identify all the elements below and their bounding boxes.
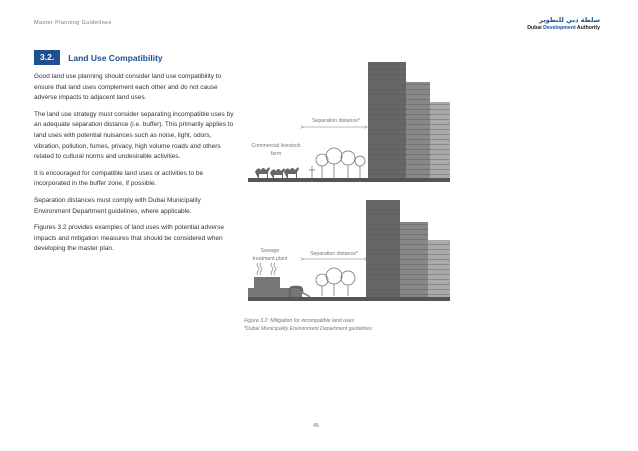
livestock-farm-label-line2: farm — [270, 151, 282, 157]
page-number: 45 — [313, 423, 320, 429]
sewage-plant-label-line1: Sewage — [260, 248, 280, 254]
trees-icon — [316, 268, 355, 296]
paragraph: Good land use planning should consider land use compatibility to ensure that land uses complement each other and do not cause adverse impacts to adjacent land uses. — [34, 73, 222, 102]
section-title: Land Use Compatibility — [68, 52, 163, 63]
trees-icon — [309, 148, 365, 178]
separation-distance-label: Separation distance* — [312, 118, 360, 124]
mid-building-icon — [406, 82, 430, 182]
livestock-farm-label-line1: Commercial livestock — [251, 143, 301, 149]
figure-caption — [244, 318, 372, 333]
camel-icon — [255, 167, 299, 178]
short-building-icon — [430, 102, 450, 182]
paragraph: It is encouraged for compatible land uses or activities to be incorporated in the buffer zone, if possible. — [34, 169, 204, 188]
logo-english-text: Dubai Development Authority — [527, 25, 600, 31]
caption-note: *Dubai Municipality Environment Department guidelines — [244, 325, 373, 332]
separation-distance-label: Separation distance* — [310, 251, 358, 257]
top-panel — [248, 62, 450, 182]
ground-line — [248, 178, 450, 182]
tall-building-icon — [368, 62, 406, 182]
sewage-plant-label-line2: treatment plant — [252, 256, 288, 262]
logo-arabic-text: سلطة دبي للتطوير — [539, 16, 600, 24]
odor-waves-icon — [257, 263, 276, 275]
document-title: Master Planning Guidelines — [34, 20, 112, 26]
paragraph: The land use strategy must consider separating incompatible uses by an adequate separation distance (i.e. buffer). This primarily applies to land uses with potential nuisances such as noise, light, odors, vibration, pollution, fumes, privacy, high volume roads and others related to cultural norms and undesirable activities. — [34, 110, 234, 161]
mid-building-icon — [400, 222, 428, 300]
bottom-panel — [248, 200, 450, 301]
caption-title: Figure 3.2: Mitigation for incompatible land uses — [244, 318, 355, 324]
ground-line — [248, 297, 450, 301]
tall-building-icon — [366, 200, 400, 300]
sewage-plant-icon — [248, 277, 310, 297]
paragraph: Separation distances must comply with Dubai Municipality Environment Department guidelines, where applicable. — [34, 196, 201, 215]
section-number: 3.2. — [34, 50, 60, 65]
paragraph: Figures 3.2 provides examples of land uses with potential adverse impacts and mitigation measures that should be considered when developing the master plan. — [34, 224, 225, 253]
short-building-icon — [428, 240, 450, 300]
